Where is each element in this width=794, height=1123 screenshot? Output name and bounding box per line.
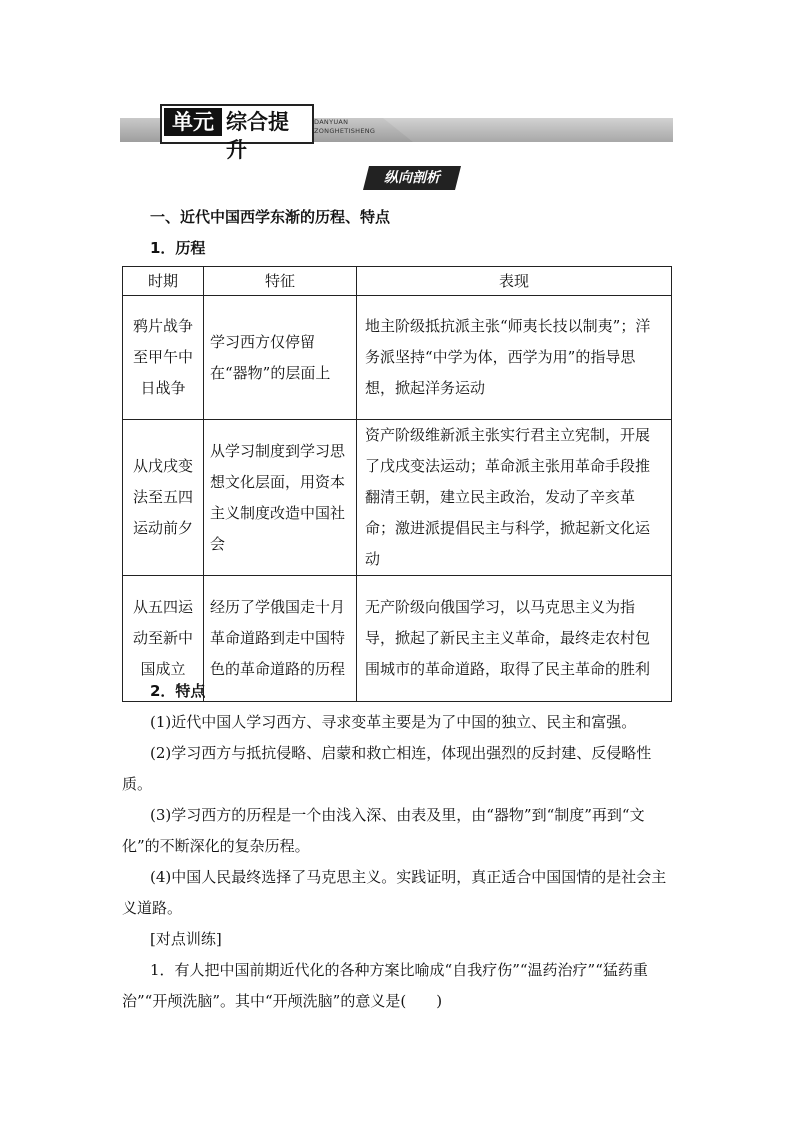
table-row — [123, 420, 672, 576]
banner-title-dark: 单元 — [164, 108, 222, 136]
table-header-feature: 特征 — [204, 267, 357, 296]
point-3: (3)学习西方的历程是一个由浅入深、由表及里，由“器物”到“制度”再到“文化”的不断深化的复杂历程。 — [122, 806, 645, 855]
table-cell-feature: 经历了学俄国走十月革命道路到走中国特色的革命道路的历程 — [204, 576, 357, 702]
table-cell-feature: 从学习制度到学习思想文化层面，用资本主义制度改造中国社会 — [204, 420, 357, 576]
table-header-performance: 表现 — [357, 267, 672, 296]
table-cell-performance: 地主阶级抵抗派主张“师夷长技以制夷”；洋务派坚持“中学为体，西学为用”的指导思想，掀起洋务运动 — [357, 296, 672, 420]
table-cell-feature: 学习西方仅停留在“器物”的层面上 — [204, 296, 357, 420]
banner-title-light: 综合提升 — [226, 110, 289, 162]
section-badge: 纵向剖析 — [384, 170, 440, 186]
point-2: (2)学习西方与抵抗侵略、启蒙和救亡相连，体现出强烈的反封建、反侵略性质。 — [122, 744, 652, 793]
point-4: (4)中国人民最终选择了马克思主义。实践证明，真正适合中国国情的是社会主义道路。 — [122, 868, 667, 917]
point-1: (1)近代中国人学习西方、寻求变革主要是为了中国的独立、民主和富强。 — [150, 713, 637, 731]
table-cell-period: 从戊戌变法至五四运动前夕 — [123, 420, 204, 576]
banner-strip-accent — [383, 118, 673, 142]
table-row — [123, 296, 672, 420]
table-header-period: 时期 — [123, 267, 204, 296]
banner-pinyin-line2: ZONGHETISHENG — [314, 127, 376, 135]
table-cell-performance: 无产阶级向俄国学习，以马克思主义为指导，掀起了新民主主义革命，最终走农村包围城市的革命道路，取得了民主革命的胜利 — [357, 576, 672, 702]
banner-pinyin-line1: DANYUAN — [314, 118, 349, 126]
history-table — [122, 266, 672, 702]
heading-1-1: 1．历程 — [150, 239, 206, 257]
practice-label: [对点训练] — [150, 930, 222, 948]
heading-1: 一、近代中国西学东渐的历程、特点 — [150, 208, 391, 226]
table-cell-period: 从五四运动至新中国成立 — [123, 576, 204, 702]
table-cell-performance: 资产阶级维新派主张实行君主立宪制，开展了戊戌变法运动；革命派主张用革命手段推翻清王朝，建立民主政治，发动了辛亥革命；激进派提倡民主与科学，掀起新文化运动 — [357, 420, 672, 576]
unit-banner — [120, 104, 673, 162]
table-cell-period: 鸦片战争至甲午中日战争 — [123, 296, 204, 420]
banner-pinyin — [314, 118, 404, 136]
question-1: 1．有人把中国前期近代化的各种方案比喻成“自我疗伤”“温药治疗”“猛药重治”“开颅洗脑”。其中“开颅洗脑”的意义是( ) — [122, 961, 648, 1010]
heading-1-2: 2．特点 — [150, 682, 206, 700]
table-header-row — [123, 267, 672, 296]
banner-title-box — [160, 104, 314, 162]
